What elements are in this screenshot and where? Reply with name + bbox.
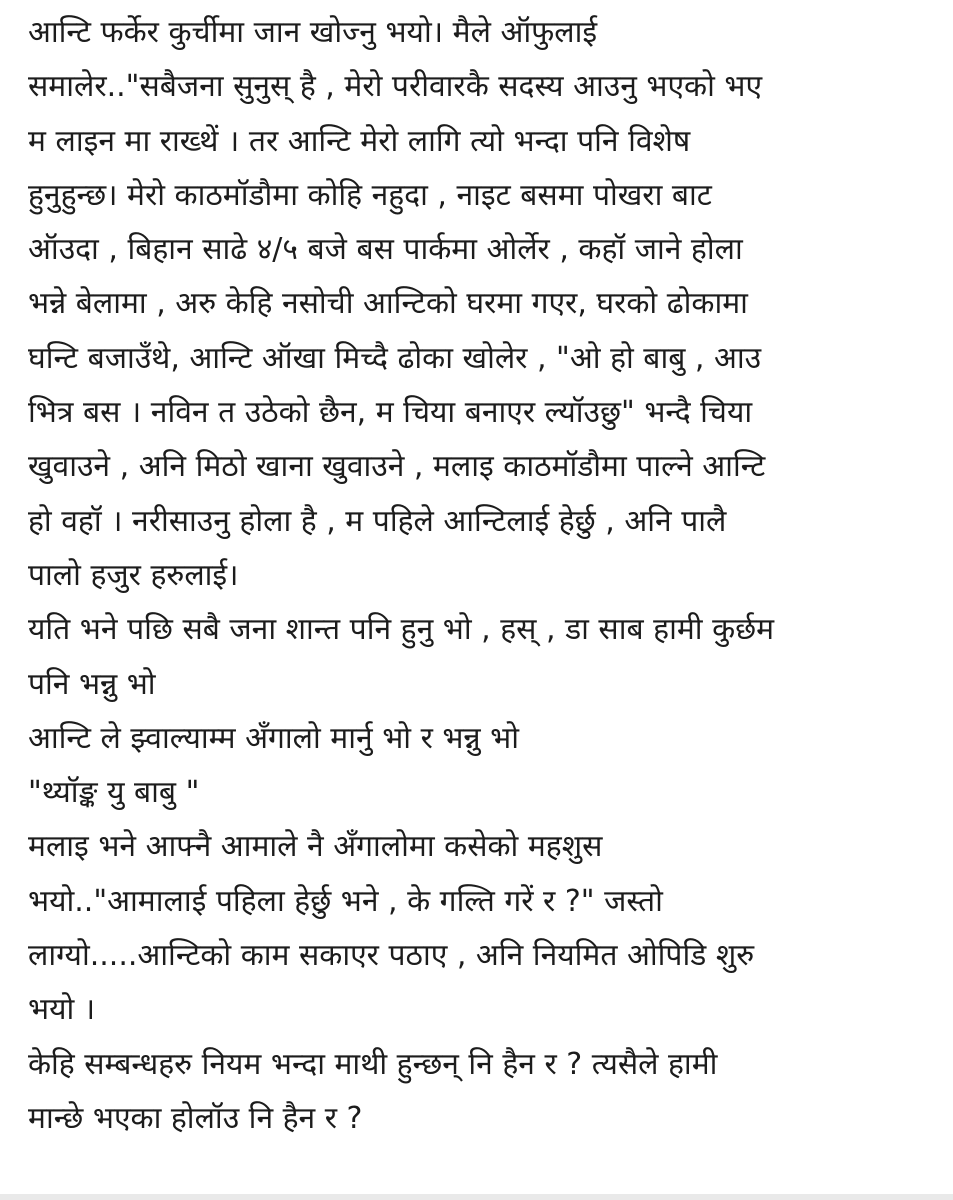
text-line: केहि सम्बन्धहरु नियम भन्दा माथी हुन्छन् नि हैन र ? त्यसैले हामी (28, 1046, 718, 1082)
text-line: पालो हजुर हरुलाई। (28, 557, 239, 593)
text-line: मलाइ भने आफ्नै आमाले नै अँगालोमा कसेको महशुस (28, 829, 603, 865)
text-line: भयो । (28, 992, 96, 1028)
text-line: खुवाउने , अनि मिठो खाना खुवाउने , मलाइ काठमॉडौमा पाल्ने आन्टि (28, 449, 766, 485)
text-line: आन्टि ले झ्वाल्याम्म अँगालो मार्नु भो र भन्नु भो (28, 720, 519, 756)
text-line: समालेर.."सबैजना सुनुस् है , मेरो परीवारकै सदस्य आउनु भएको भए (28, 69, 763, 105)
text-line: हुनुहुन्छ। मेरो काठमॉडौमा कोहि नहुदा , नाइट बसमा पोखरा बाट (28, 177, 712, 213)
text-line: यति भने पछि सबै जना शान्त पनि हुनु भो , हस् , डा साब हामी कुर्छम (28, 612, 775, 648)
text-line: पनि भन्नु भो (28, 666, 156, 702)
bottom-divider (0, 1194, 953, 1200)
text-line: ऑउदा , बिहान साढे ४/५ बजे बस पार्कमा ओर्लेर , कहॉ जाने होला (28, 232, 743, 268)
text-line: भित्र बस । नविन त उठेको छैन, म चिया बनाएर ल्यॉउछु" भन्दै चिया (28, 395, 753, 431)
text-line: म लाइन मा राख्थें । तर आन्टि मेरो लागि त्यो भन्दा पनि विशेष (28, 123, 691, 159)
text-line: मान्छे भएका होलॉउ नि हैन र ? (28, 1100, 363, 1136)
text-line: लाग्यो.....आन्टिको काम सकाएर पठाए , अनि नियमित ओपिडि शुरु (28, 938, 755, 974)
text-line: भयो.."आमालाई पहिला हेर्छु भने , के गल्ति गरें र ?" जस्तो (28, 883, 663, 919)
text-line: भन्ने बेलामा , अरु केहि नसोची आन्टिको घरमा गएर, घरको ढोकामा (28, 286, 748, 322)
text-line: घन्टि बजाउँथे, आन्टि ऑखा मिच्दै ढोका खोलेर , "ओ हो बाबु , आउ (28, 340, 762, 376)
text-line: आन्टि फर्केर कुर्चीमा जान खोज्नु भयो। मैले ऑफुलाई (28, 15, 598, 50)
document-text (28, 6, 928, 1146)
text-line: हो वहॉ । नरीसाउनु होला है , म पहिले आन्टिलाई हेर्छु , अनि पालै (28, 503, 727, 539)
text-line: "थ्यॉङ्क यु बाबु " (28, 775, 200, 811)
